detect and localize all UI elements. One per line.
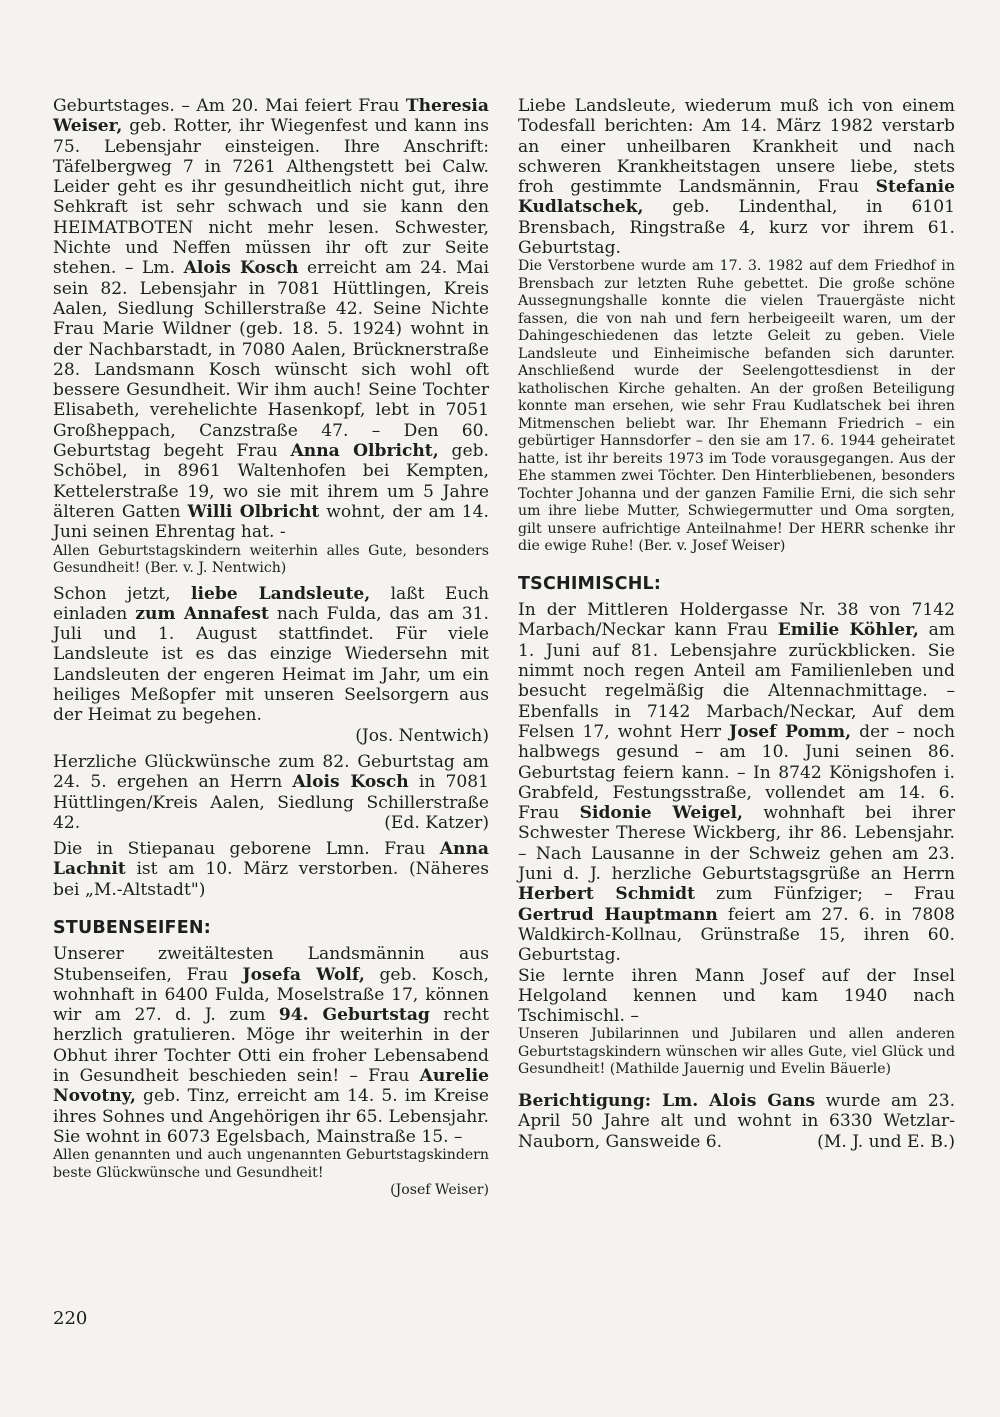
obituary-lachnit: Die in Stiepanau geborene Lmn. Frau Anna Lachnit ist am 10. März verstorben. (Näheres bei „M.-Altstadt") [53, 839, 489, 900]
jubilee-wishes-note: Unseren Jubilarinnen und Jubilaren und allen anderen Geburtstagskindern wünschen wir alles Gute, viel Glück und Gesundheit! (Mathilde Jauernig und Evelin Bäuerle) [518, 1026, 955, 1078]
right-column [518, 96, 955, 1152]
correction-notice: Berichtigung: Lm. Alois Gans wurde am 23. April 50 Jahre alt und wohnt in 6330 Wetzlar-Nauborn, Gansweide 6. (M. J. und E. B.) [518, 1090, 955, 1152]
annafest-invitation: Schon jetzt, liebe Landsleute, laßt Euch einladen zum Annafest nach Fulda, das am 31. Juli und 1. August stattfindet. Für viele Landsleute ist es das einzige Wiedersehn mit Landsleuten der engeren Heimat im Jahr, um ein heiliges Meßopfer mit unseren Seelsorgern aus der Heimat zu begehen. (Jos. Nentwich) [53, 583, 489, 746]
tschimischl-paragraph: In der Mittleren Holdergasse Nr. 38 von 7142 Marbach/Neckar kann Frau Emilie Köhler, am 1. Juni auf 81. Lebensjahre zurückblicken. Sie nimmt noch regen Anteil am Familienleben und besucht regelmäßig die Altennachmittage. – Ebenfalls in 7142 Marbach/Neckar, Auf dem Felsen 17, wohnt Herr Josef Pomm, der – noch halbwegs gesund – am 10. Juni seinen 86. Geburtstag feiern kann. – In 8742 Königshofen i. Grabfeld, Festungsstraße, vollendet am 14. 6. Frau Sidonie Weigel, wohnhaft bei ihrer Schwester Therese Wickberg, ihr 86. Lebensjahr. – Nach Lausanne in der Schweiz gehen am 23. Juni d. J. herzliche Geburtstagsgrüße an Herrn Herbert Schmidt zum Fünfziger; – Frau Gertrud Hauptmann feiert am 27. 6. in 7808 Waldkirch-Kollnau, Grünstraße 15, ihren 60. Geburtstag. [518, 600, 956, 966]
stubenseifen-wishes-note: Allen genannten und auch ungenannten Geburtstagskindern beste Glückwünsche und Gesundheit! (Josef Weiser) [53, 1147, 489, 1199]
stubenseifen-paragraph: Unserer zweitältesten Landsmännin aus Stubenseifen, Frau Josefa Wolf, geb. Kosch, wohnhaft in 6400 Fulda, Moselstraße 17, können wir am 27. d. J. zum 94. Geburtstag recht herzlich gratulieren. Möge ihr weiterhin in der Obhut ihrer Tochter Otti ein froher Lebensabend in Gesundheit beschieden sein! – Frau Aurelie Novotny, geb. Tinz, erreicht am 14. 5. im Kreise ihres Sohnes und Angehörigen ihr 65. Lebensjahr. Sie wohnt in 6073 Egelsbach, Mainstraße 15. – [53, 944, 489, 1147]
author-credit: (Jos. Nentwich) [355, 725, 489, 746]
birthday-wishes-note: Allen Geburtstagskindern weiterhin alles Gute, besonders Gesundheit! (Ber. v. J. Nentwich) [53, 542, 489, 577]
funeral-report: Die Verstorbene wurde am 17. 3. 1982 auf dem Friedhof in Brensbach zur letzten Ruhe gebettet. Die große schöne Aussegnungshalle konnte die vielen Trauergäste nicht fassen, die von nah und fern herbeigeeilt waren, um der Dahingeschiedenen das letzte Geleit zu geben. Viele Landsleute und Einheimische befanden sich darunter. Anschließend wurde der Seelengottesdienst in der katholischen Kirche gehalten. An der großen Beteiligung konnte man ersehen, wie sehr Frau Kudlatschek bei ihren Mitmenschen beliebt war. Ihr Ehemann Friedrich – ein gebürtiger Hannsdorfer – den sie am 17. 6. 1944 geheiratet hatte, ist ihr bereits 1973 im Tode vorausgegangen. Aus der Ehe stammen zwei Töchter. Den Hinterbliebenen, besonders Tochter Johanna und der ganzen Familie Erni, die sich sehr um ihre liebe Mutter, Schwiegermutter und Oma sorgten, gilt unsere aufrichtige Anteilnahme! Der HERR schenke ihr die ewige Ruhe! (Ber. v. Josef Weiser) [518, 258, 955, 555]
author-credit: (M. J. und E. B.) [817, 1131, 955, 1152]
article-birthdays-paragraph: Geburtstages. – Am 20. Mai feiert Frau Theresia Weiser, geb. Rotter, ihr Wiegenfest und kann ins 75. Lebensjahr einsteigen. Ihre Anschrift: Täfelbergweg 7 in 7261 Althengstett bei Calw. Leider geht es ihr gesundheitlich nicht gut, ihre Sehkraft ist sehr schwach und sie kann den HEIMATBOTEN nicht mehr lesen. Schwester, Nichte und Neffen müssen ihr oft zur Seite stehen. – Lm. Alois Kosch erreicht am 24. Mai sein 82. Lebensjahr in 7081 Hüttlingen, Kreis Aalen, Siedlung Schillerstraße 42. Seine Nichte Frau Marie Wildner (geb. 18. 5. 1924) wohnt in der Nachbarstadt, in 7080 Aalen, Brücknerstraße 28. Landsmann Kosch wünscht sich wohl oft bessere Gesundheit. Wir ihm auch! Seine Tochter Elisabeth, verehelichte Hasenkopf, lebt in 7051 Großheppach, Canzstraße 47. – Den 60. Geburtstag begeht Frau Anna Olbricht, geb. Schöbel, in 8961 Waltenhofen bei Kempten, Kettelerstraße 19, wo sie mit ihrem um 5 Jahre älteren Gatten Willi Olbricht wohnt, der am 14. Juni seinen Ehrentag hat. - [53, 96, 489, 543]
section-heading-stubenseifen: STUBENSEIFEN: [53, 917, 211, 938]
page-number: 220 [53, 1308, 88, 1329]
congratulation-kosch: Herzliche Glückwünsche zum 82. Geburtstag am 24. 5. ergehen an Herrn Alois Kosch in 7081 Hüttlingen/Kreis Aalen, Siedlung Schillerstraße 42. (Ed. Katzer) [53, 751, 489, 833]
author-credit: (Josef Weiser) [390, 1182, 489, 1199]
left-column [53, 96, 489, 1200]
helgoland-note: Sie lernte ihren Mann Josef auf der Insel Helgoland kennen und kam 1940 nach Tschimischl. – [518, 965, 955, 1027]
obituary-kudlatschek: Liebe Landsleute, wiederum muß ich von einem Todesfall berichten: Am 14. März 1982 verstarb an einer unheilbaren Krankheit und nach schweren Krankheitstagen unsere liebe, stets froh gestimmte Landsmännin, Frau Stefanie Kudlatschek, geb. Lindenthal, in 6101 Brensbach, Ringstraße 4, kurz vor ihrem 61. Geburtstag. [518, 96, 955, 259]
author-credit: (Ed. Katzer) [384, 812, 489, 833]
section-heading-tschimischl: TSCHIMISCHL: [518, 573, 662, 594]
